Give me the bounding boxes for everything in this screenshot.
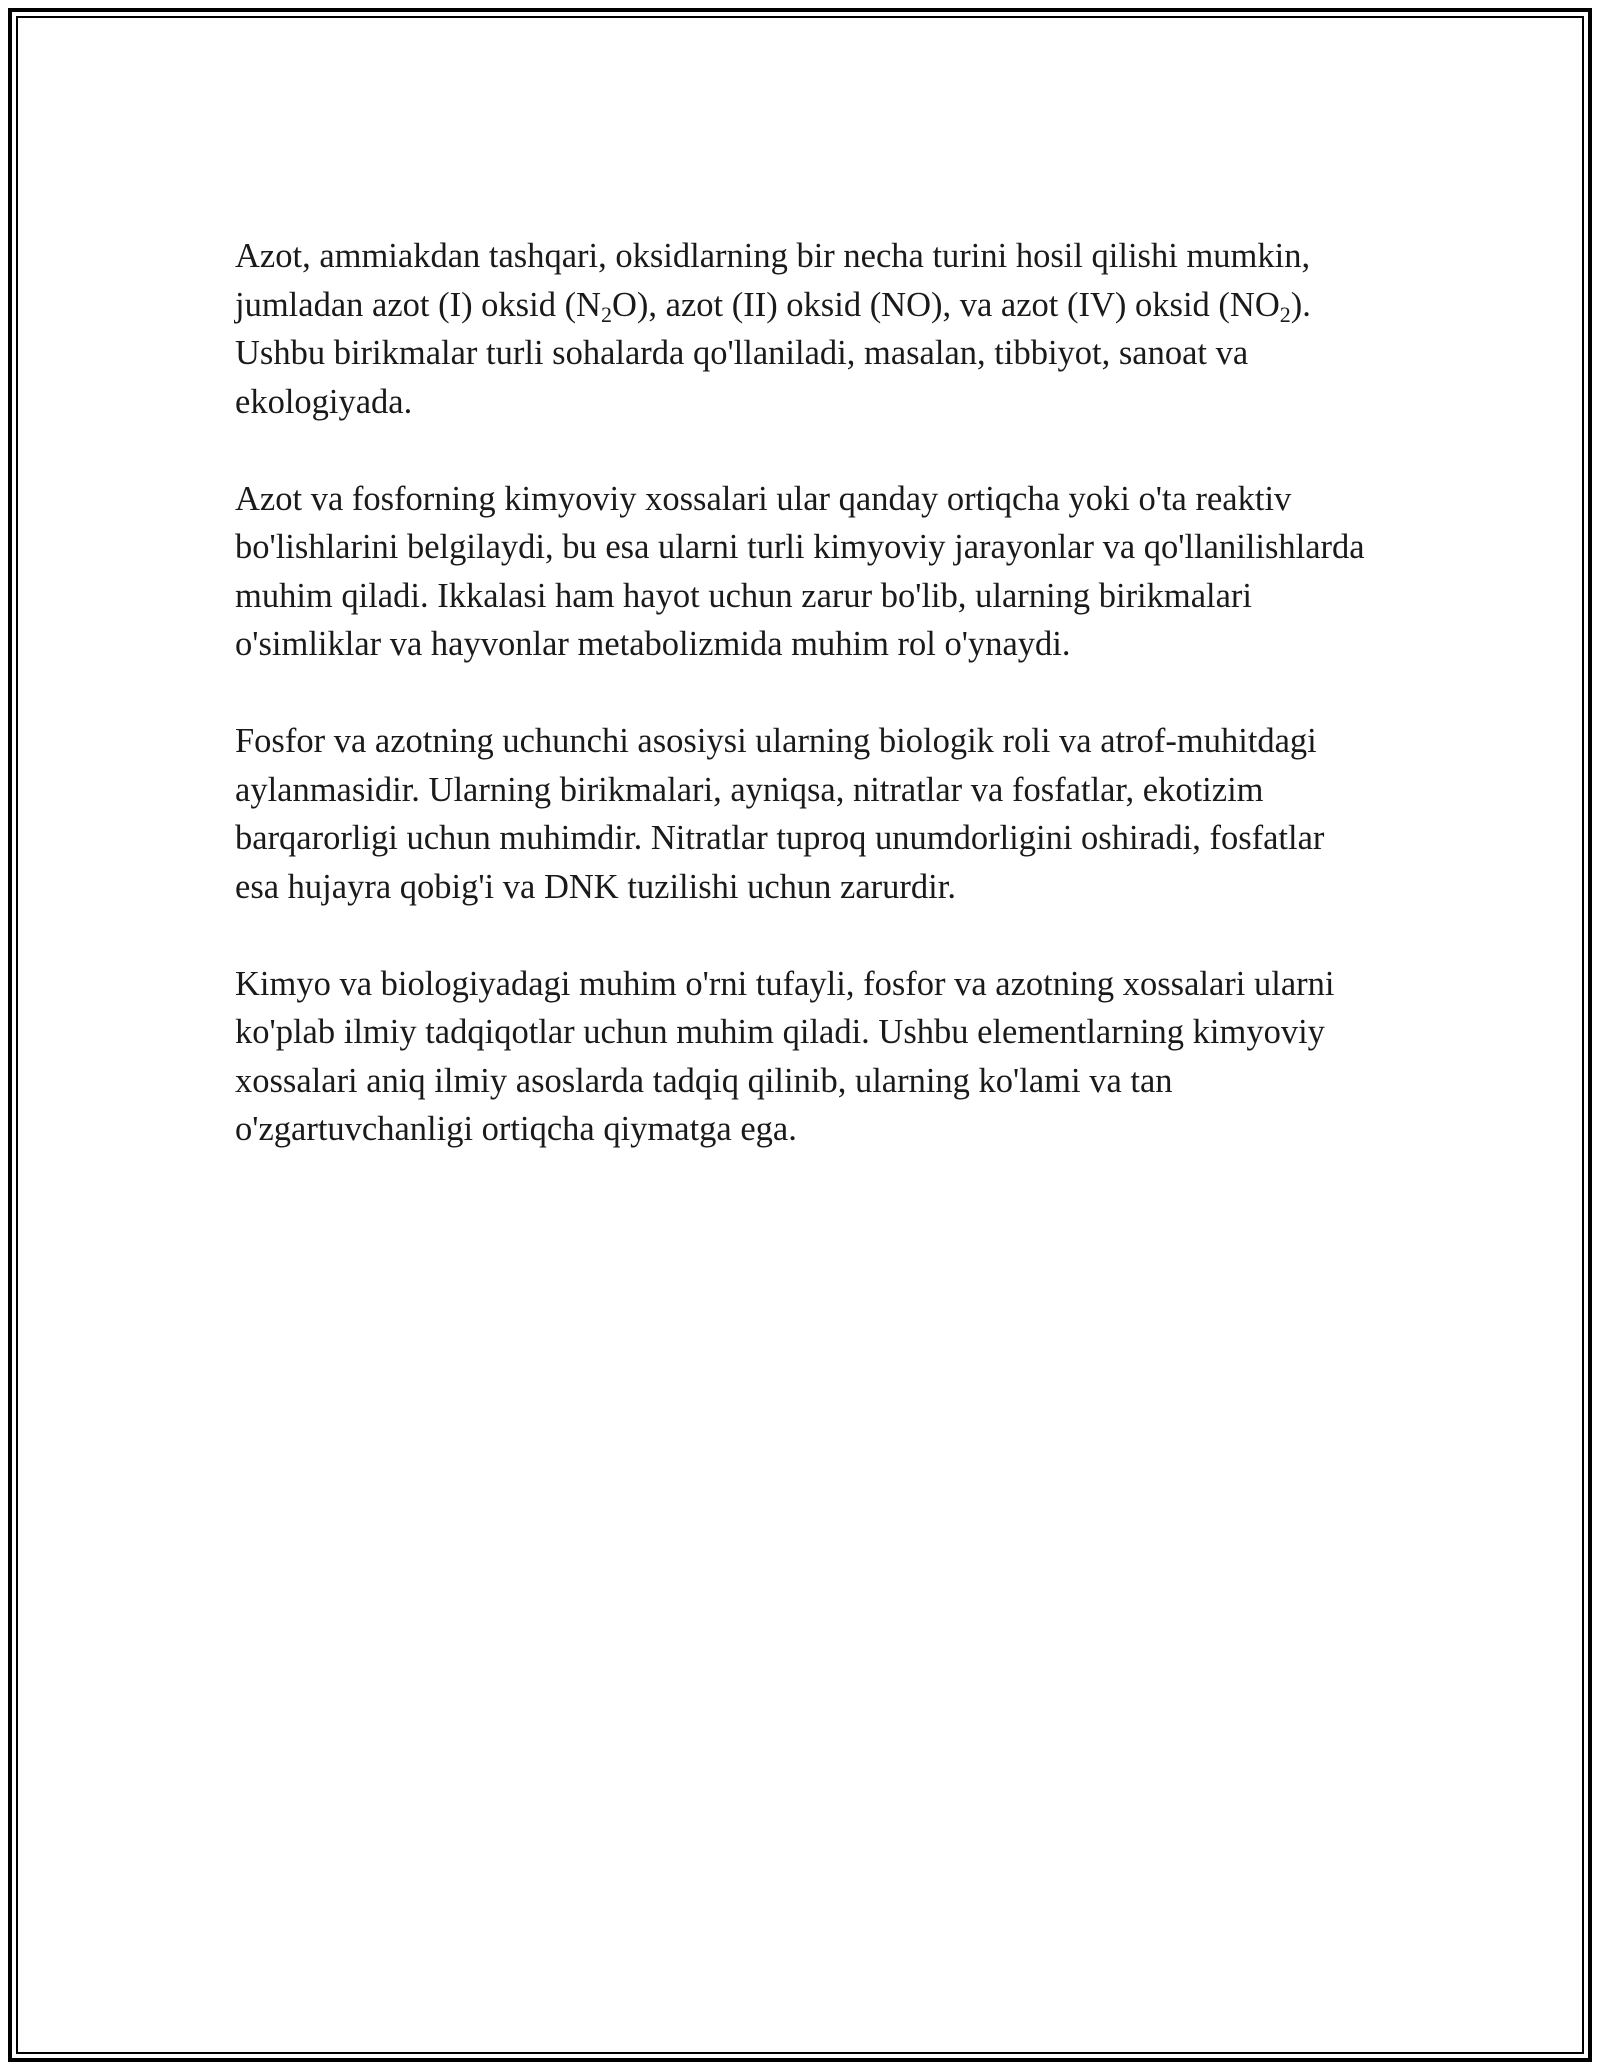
subscript: 2 [600,301,612,327]
paragraph-biological-role: Fosfor va azotning uchunchi asosiysi ularning biologik roli va atrof-muhitdagi aylanmasidir. Ularning birikmalari, ayniqsa, nitratlar va fosfatlar, ekotizim barqarorligi uchun muhimdir. Nitratlar tuproq unumdorligini oshiradi, fosfatlar esa hujayra qobig'i va DNK tuzilishi uchun zarurdir. [235,722,1325,906]
paragraph-text: Azot, ammiakdan tashqari, oksidlarning bir necha turini hosil qilishi mumkin, jumladan azot (I) oksid (N [235,237,1311,324]
paragraph-research-importance: Kimyo va biologiyadagi muhim o'rni tufayli, fosfor va azotning xossalari ularni ko'plab ilmiy tadqiqotlar uchun muhim qiladi. Ushbu elementlarning kimyoviy xossalari aniq ilmiy asoslarda tadqiq qilinib, ularning ko'lami va tan o'zgartuvchanligi ortiqcha qiymatga ega. [235,964,1335,1148]
subscript: 2 [1279,301,1291,327]
paragraph-chemical-properties: Azot va fosforning kimyoviy xossalari ular qanday ortiqcha yoki o'ta reaktiv bo'lishlarini belgilaydi, bu esa ularni turli kimyoviy jarayonlar va qo'llanilishlarda muhim qiladi. Ikkalasi ham hayot uchun zarur bo'lib, ularning birikmalari o'simliklar va hayvonlar metabolizmida muhim rol o'ynaydi. [235,479,1365,663]
paragraph-text: ). Ushbu birikmalar turli sohalarda qo'llaniladi, masalan, tibbiyot, sanoat va ekologiyada. [235,285,1311,421]
paragraph-nitrogen-oxides [235,232,1375,426]
paragraph-text: O), azot (II) oksid (NO), va azot (IV) oksid (NO [611,285,1280,324]
document-body [235,232,1375,1202]
